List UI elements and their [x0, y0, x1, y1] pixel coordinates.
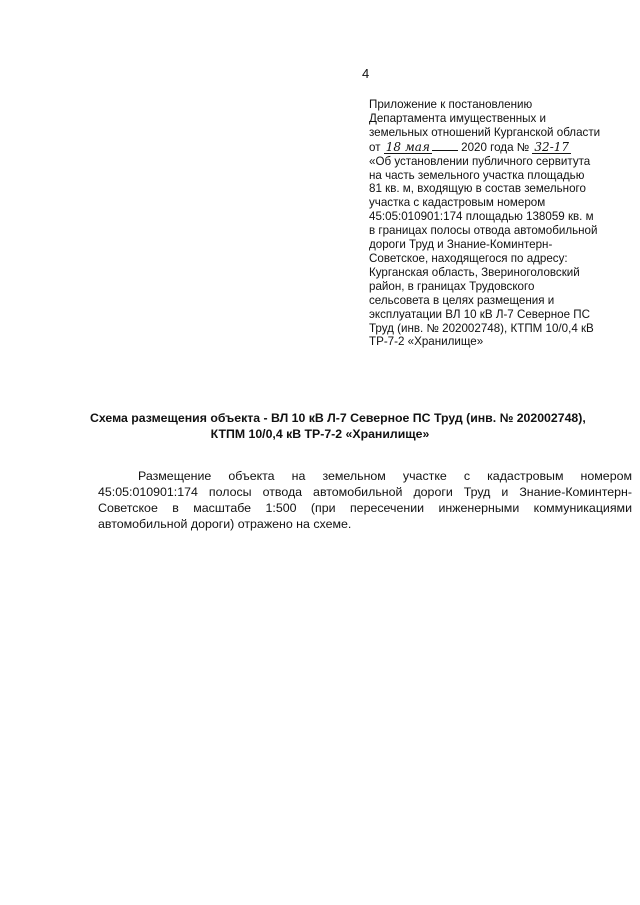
- handwritten-number: 32-17: [534, 139, 570, 154]
- appendix-subject-line: в границах полосы отвода автомобильной: [369, 224, 598, 238]
- appendix-subject-line: «Об установлении публичного сервитута: [369, 154, 591, 168]
- body-paragraph: [98, 468, 632, 532]
- from-prefix: от: [369, 140, 381, 154]
- appendix-subject-line: Курганская область, Звериноголовский: [369, 265, 580, 279]
- document-title: [90, 410, 586, 442]
- appendix-subject-line: Труд (инв. № 202002748), КТПМ 10/0,4 кВ: [369, 321, 594, 335]
- body-line: 45:05:010901:174 полосы отвода автомобильной дороги Труд и Знание-Коминтерн-: [98, 485, 632, 499]
- appendix-block: [369, 98, 631, 349]
- page-number: 4: [362, 66, 370, 81]
- appendix-subject-line: эксплуатации ВЛ 10 кВ Л-7 Северное ПС: [369, 307, 590, 321]
- body-line: Размещение объекта на земельном участке с кадастровым номером: [138, 469, 632, 483]
- appendix-subject-line: Советское, находящегося по адресу:: [369, 251, 568, 265]
- appendix-line: Приложение к постановлению: [369, 98, 533, 111]
- appendix-subject-line: на часть земельного участка площадью: [369, 168, 585, 182]
- appendix-line: Департамента имущественных и: [369, 111, 546, 125]
- year-text: 2020 года №: [461, 140, 530, 154]
- appendix-subject-line: район, в границах Трудовского: [369, 279, 535, 293]
- date-blank-underline: [432, 140, 458, 151]
- appendix-subject-line: 45:05:010901:174 площадью 138059 кв. м: [369, 210, 594, 224]
- body-line: Советское в масштабе 1:500 (при пересечении инженерными коммуникациями: [98, 501, 632, 515]
- appendix-subject-line: 81 кв. м, входящую в состав земельного: [369, 182, 586, 196]
- appendix-line: земельных отношений Курганской области: [369, 125, 601, 139]
- title-line: Схема размещения объекта - ВЛ 10 кВ Л-7 Северное ПС Труд (инв. № 202002748),: [90, 411, 586, 425]
- appendix-subject-line: ТР-7-2 «Хранилище»: [369, 335, 484, 349]
- appendix-subject-line: дороги Труд и Знание-Коминтерн-: [369, 238, 553, 252]
- title-line: КТПМ 10/0,4 кВ ТР-7-2 «Хранилище»: [210, 427, 430, 441]
- appendix-subject-line: сельсовета в целях размещения и: [369, 293, 555, 307]
- handwritten-date: 18 мая: [385, 139, 430, 154]
- body-line: автомобильной дороги) отражено на схеме.: [98, 517, 352, 531]
- appendix-date-line: [369, 140, 631, 155]
- appendix-subject-line: участка с кадастровым номером: [369, 196, 546, 210]
